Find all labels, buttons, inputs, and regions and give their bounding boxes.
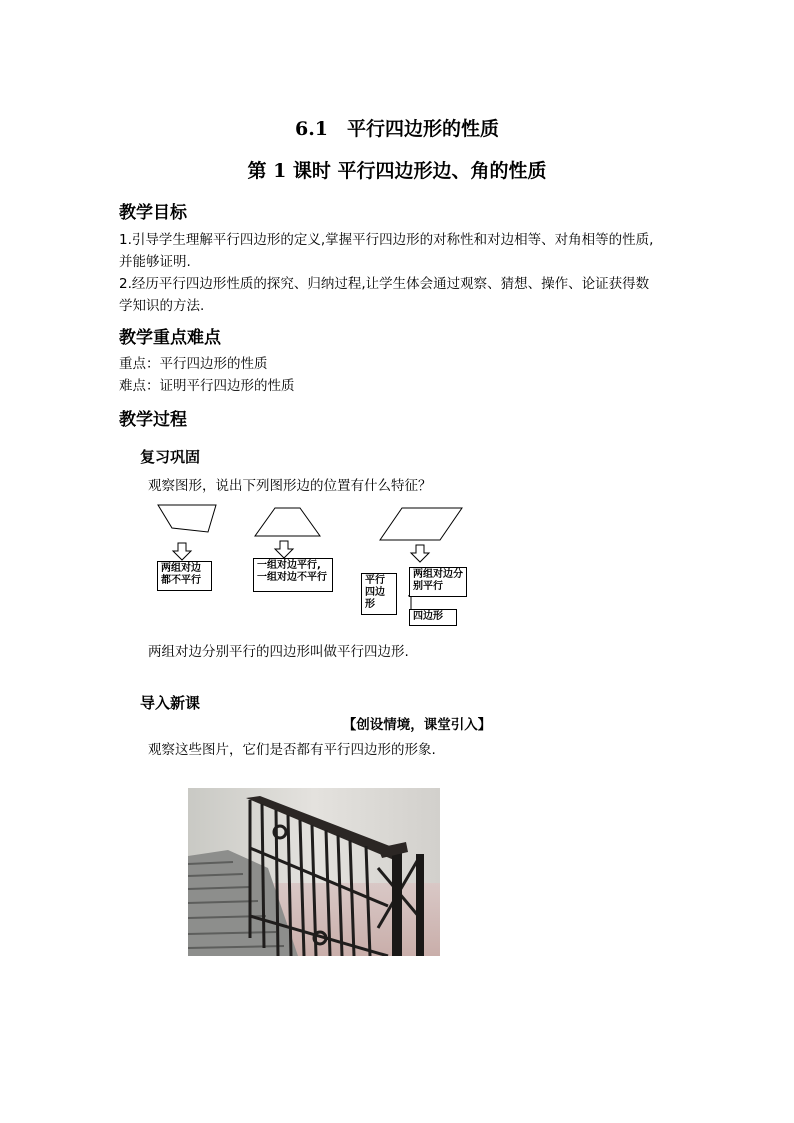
intro-prompt: 观察这些图片，它们是否都有平行四边形的形象.: [148, 742, 436, 758]
trapezoid-shape: [255, 508, 320, 536]
focus-line: 重点：平行四边形的性质: [119, 356, 268, 372]
page-subtitle: 第 1 课时 平行四边形边、角的性质: [247, 160, 547, 182]
goal-2-line-1: 2.经历平行四边形性质的探究、归纳过程,让学生体会通过观察、猜想、操作、论证获得数: [119, 276, 650, 292]
heading-intro: 导入新课: [140, 694, 201, 712]
label-box-two-pairs: 两组对边分 别平行: [409, 567, 467, 597]
label-box-quadrilateral: 四边形: [409, 609, 457, 626]
goal-2-line-2: 学知识的方法.: [119, 298, 205, 314]
staircase-railing-photo: [188, 788, 440, 956]
goal-1-line-1: 1.引导学生理解平行四边形的定义,掌握平行四边形的对称性和对边相等、对角相等的性质,: [119, 232, 654, 248]
down-arrow-icon: [173, 543, 191, 560]
down-arrow-icon: [411, 545, 429, 562]
page-title: 6.1 平行四边形的性质: [294, 118, 500, 140]
parallelogram-shape: [380, 508, 462, 540]
review-prompt: 观察图形，说出下列图形边的位置有什么特征？: [148, 478, 432, 494]
irregular-quadrilateral-shape: [158, 505, 216, 532]
label-box-parallelogram: 平行 四边 形: [361, 573, 397, 615]
heading-goals: 教学目标: [119, 203, 187, 223]
label-box-one-pair: 一组对边平行, 一组对边不平行: [253, 558, 333, 592]
difficulty-line: 难点：证明平行四边形的性质: [119, 378, 295, 394]
goals-text: [119, 229, 679, 317]
label-box-no-parallel: 两组对边 都不平行: [157, 561, 212, 591]
heading-review: 复习巩固: [140, 448, 201, 466]
definition-text: 两组对边分别平行的四边形叫做平行四边形.: [148, 644, 409, 660]
heading-key-points: 教学重点难点: [119, 328, 221, 348]
heading-process: 教学过程: [119, 410, 187, 430]
down-arrow-icon: [275, 541, 293, 558]
key-points-text: [119, 353, 679, 397]
scenario-label: 【创设情境，课堂引入】: [342, 717, 492, 733]
goal-1-line-2: 并能够证明.: [119, 254, 191, 270]
